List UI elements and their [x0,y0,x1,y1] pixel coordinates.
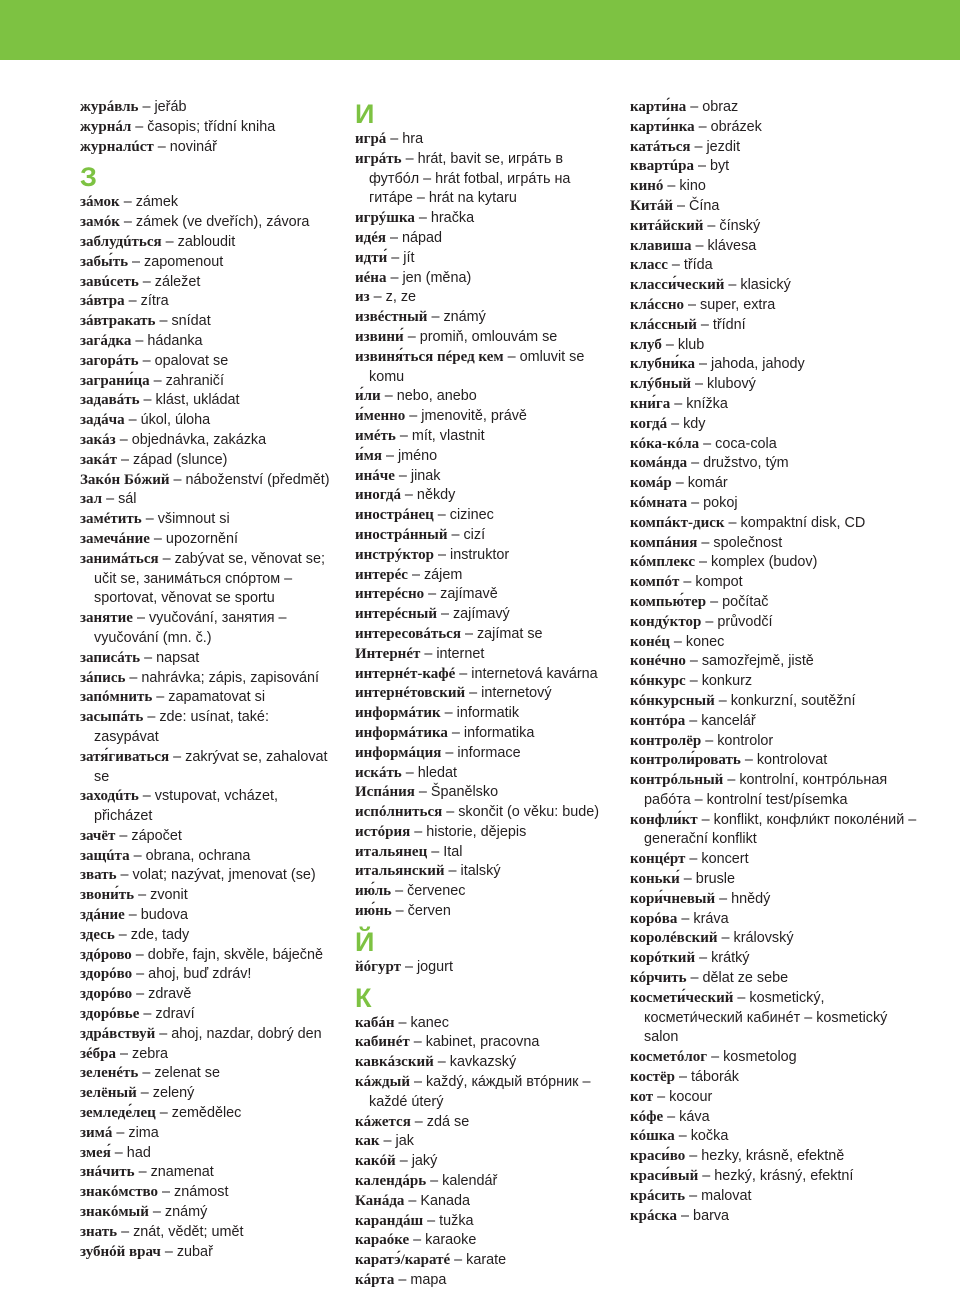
dictionary-entry: корóва – kráva [630,910,729,927]
dictionary-entry: здáние – budova [80,907,189,924]
dictionary-entry: интернéт-кафé – internetová kavárna [355,665,598,682]
dictionary-entry: занятие – vyučování, занятия – vyučování (mn. č.) [80,610,287,646]
dictionary-entry: контóра – kancelář [630,712,756,729]
dictionary-entry: кинó – kino [630,178,706,195]
dictionary-entry: забы́ть – zapomenout [80,253,224,270]
dictionary-entry: кондýктор – průvodčí [630,613,773,630]
dictionary-entry: интернéтовский – internetový [355,685,552,702]
dictionary-entry: конéц – konec [630,633,725,650]
dictionary-entry: игрá – hra [355,131,424,147]
dictionary-column-3 [630,98,920,1226]
dictionary-entry: зáпись – nahrávka; zápis, zapisování [80,669,319,686]
dictionary-entry: крáсить – malovat [630,1187,752,1204]
dictionary-entry: календáрь – kalendář [355,1173,498,1190]
dictionary-entry: крáска – barva [630,1207,730,1224]
dictionary-entry: кот – kocour [630,1088,713,1105]
dictionary-entry: информáтика – informatika [355,724,535,741]
letter-heading: Й [355,926,375,957]
dictionary-entry: затя́гиваться – zakrývat se, zahalovat se [80,748,328,785]
dictionary-entry: ию́нь – červen [355,903,451,920]
dictionary-entry: кóка-кóла – coca-cola [630,435,777,452]
dictionary-entry: журнáл – časopis; třídní kniha [80,118,276,135]
dictionary-entry: квартúра – byt [630,158,730,175]
dictionary-entry: клáссно – super, extra [630,296,776,313]
dictionary-entry: комáнда – družstvo, tým [630,455,789,472]
dictionary-entry: загáдка – hádanka [80,332,203,349]
dictionary-entry: кабинéт – kabinet, pracovna [355,1034,540,1051]
dictionary-entry: и́ли – nebo, anebo [355,388,477,405]
dictionary-entry: Интернéт – internet [355,645,485,662]
dictionary-entry: Китáй – Čína [630,197,720,214]
dictionary-entry: зимá – zima [80,1124,159,1141]
dictionary-entry: косметóлог – kosmetolog [630,1049,797,1066]
dictionary-entry: клавиша – klávesa [630,237,757,254]
dictionary-entry: китáйский – čínský [630,217,761,234]
dictionary-entry: заблудúться – zabloudit [80,233,236,250]
dictionary-entry: знакóмство – známost [80,1184,229,1201]
dictionary-entry: и́менно – jmenovitě, právě [355,408,527,425]
dictionary-entry: здóрово – dobře, fajn, skvěle, báječně [80,946,324,963]
dictionary-entry: журáвль – jeřáb [80,99,187,115]
dictionary-entry: зубнóй врач – zubař [80,1243,213,1260]
dictionary-entry: игрáть – hrát, bavit se, игрáть в футбóл – hrát fotbal, игрáть на гитáре – hrát na kytaru [355,150,571,207]
dictionary-entry: каратэ́/каратé – karate [355,1252,507,1269]
dictionary-entry: кóмплекс – komplex (budov) [630,554,818,571]
letter-heading: И [355,99,375,129]
dictionary-entry: здорóво – zdravě [80,986,192,1003]
dictionary-entry: замечáние – upozornění [80,530,238,547]
dictionary-entry: ию́ль – červenec [355,883,466,900]
dictionary-entry: заходúть – vstupovat, vcházet, přicházet [80,788,278,825]
dictionary-entry: инострáнец – cizinec [355,507,494,524]
dictionary-column-1 [80,98,335,1262]
dictionary-entry: карандáш – tužka [355,1212,474,1229]
dictionary-entry: клуб – klub [630,336,705,353]
dictionary-entry: кóмната – pokoj [630,494,738,511]
dictionary-entry: костёр – táborák [630,1069,739,1086]
dictionary-entry: зачёт – zápočet [80,827,182,844]
dictionary-entry: задáча – úkol, úloha [80,412,211,429]
dictionary-entry: завúсеть – záležet [80,273,201,290]
header-bar [0,0,960,60]
dictionary-entry: звать – volat; nazývat, jmenovat (se) [80,867,316,884]
dictionary-entry: йóгурт – jogurt [355,958,453,975]
dictionary-entry: зелёный – zelený [80,1085,195,1102]
dictionary-entry: зáвтра – zítra [80,293,169,310]
dictionary-entry: итальянец – Ital [355,843,463,860]
dictionary-entry: запóмнить – zapamatovat si [80,689,266,706]
dictionary-entry: знать – znát, vědět; umět [80,1223,244,1240]
dictionary-entry: клýбный – klubový [630,376,756,393]
dictionary-entry: игрýшка – hračka [355,210,475,227]
dictionary-entry: интерéсный – zajímavý [355,606,510,623]
dictionary-entry: информáтик – informatik [355,705,520,722]
dictionary-entry: зáмок – zámek [80,194,179,211]
dictionary-entry: здесь – zde, tady [80,926,190,943]
dictionary-entry: здорóвье – zdraví [80,1006,195,1023]
dictionary-entry: занимáться – zabývat se, věnovat se; učit se, занимáться спóртом – sportovat, věnovat se sportu [80,550,325,607]
dictionary-entry: знакóмый – známý [80,1204,208,1221]
dictionary-entry: космети́ческий – kosmetický, космети́ческий кабинéт – kosmetický salon [630,989,888,1046]
dictionary-entry: кóфе – káva [630,1108,710,1125]
dictionary-entry: иéна – jen (měna) [355,269,472,286]
dictionary-entry: какóй – jaký [355,1153,438,1170]
dictionary-entry: закáз – objednávka, zakázka [80,431,267,448]
dictionary-entry: карти́на – obraz [630,99,739,115]
dictionary-entry: извини́ – promiň, omlouvám se [355,328,558,345]
dictionary-entry: кóнкурсный – konkurzní, soutěžní [630,692,856,709]
dictionary-entry: кáжется – zdá se [355,1113,470,1130]
dictionary-entry: контрóльный – kontrolní, контрóльная рабóта – kontrolní test/písemka [630,772,888,808]
dictionary-entry: информáция – informace [355,744,521,761]
dictionary-entry: инáче – jinak [355,467,441,484]
dictionary-entry: здорóво – ahoj, buď zdráv! [80,966,252,983]
dictionary-entry: комáр – komár [630,475,728,492]
dictionary-entry: замéтить – všimnout si [80,511,230,528]
dictionary-entry: засыпáть – zde: usínat, také: zasypávat [80,709,269,745]
dictionary-entry: контроли́ровать – kontrolovat [630,752,828,769]
dictionary-entry: искáть – hledat [355,764,457,781]
dictionary-entry: записáть – napsat [80,649,200,666]
dictionary-entry: класс – třída [630,257,713,274]
dictionary-entry: Закóн Бóжий – náboženství (předmět) [80,471,330,488]
dictionary-entry: конéчно – samozřejmě, jistě [630,653,814,670]
letter-heading: К [355,982,372,1013]
dictionary-entry: кабáн – kanec [355,1014,449,1031]
dictionary-entry: интерéсно – zajímavě [355,586,498,603]
dictionary-entry: земледе́лец – zemědělec [80,1105,242,1122]
dictionary-entry: имéть – mít, vlastnit [355,427,485,444]
dictionary-entry: защúта – obrana, ochrana [80,847,251,864]
dictionary-entry: кáждый – každý, кáждый втóрник – každé úterý [355,1074,591,1110]
dictionary-entry: кни́га – knížka [630,395,728,412]
dictionary-entry: концéрт – koncert [630,851,749,868]
dictionary-entry: журналúст – novinář [80,138,217,155]
dictionary-entry: инстрýктор – instruktor [355,546,510,563]
dictionary-entry: компью́тер – počítač [630,593,769,610]
dictionary-entry: интересовáться – zajímat se [355,625,543,642]
dictionary-entry: кóнкурс – konkurz [630,673,753,690]
dictionary-entry: инострáнный – cizí [355,526,486,543]
dictionary-entry: задавáть – klást, ukládat [80,392,240,409]
dictionary-entry: клáссный – třídní [630,316,746,333]
dictionary-entry: зéбра – zebra [80,1045,169,1062]
dictionary-entry: испóлниться – skončit (o věku: bude) [355,804,599,821]
dictionary-entry: краси́вый – hezký, krásný, efektní [630,1168,854,1185]
dictionary-entry: загорáть – opalovat se [80,352,229,369]
dictionary-entry: катáться – jezdit [630,138,741,155]
dictionary-entry: зал – sál [80,491,137,508]
dictionary-entry: зеленéть – zelenat se [80,1065,220,1082]
dictionary-entry: класси́ческий – klasický [630,277,791,294]
dictionary-entry: здрáвствуй – ahoj, nazdar, dobrý den [80,1025,322,1042]
letter-heading: З [80,162,97,193]
dictionary-column-2 [355,98,615,1291]
dictionary-entry: закáт – západ (slunce) [80,451,228,468]
dictionary-entry: коньки́ – brusle [630,871,736,888]
dictionary-entry: замóк – zámek (ve dveřích), závora [80,214,310,231]
dictionary-entry: идéя – nápad [355,229,443,246]
dictionary-entry: компáния – společnost [630,534,783,551]
dictionary-entry: идти́ – jít [355,249,415,266]
dictionary-entry: компóт – kompot [630,574,743,591]
dictionary-entry: Испáния – Španělsko [355,784,499,801]
dictionary-entry: и́мя – jméno [355,447,438,464]
dictionary-entry: кáрта – mapa [355,1272,447,1289]
dictionary-entry: звони́ть – zvonit [80,887,188,904]
dictionary-entry: истóрия – historie, dějepis [355,823,527,840]
dictionary-entry: итальянский – italský [355,863,501,880]
dictionary-entry: извéстный – známý [355,309,486,326]
dictionary-entry: корóткий – krátký [630,950,750,967]
dictionary-entry: извиня́ться пéред кем – omluvit se komu [355,348,585,385]
dictionary-entry: кори́чневый – hnědý [630,890,771,907]
dictionary-entry: краси́во – hezky, krásně, efektně [630,1148,845,1165]
dictionary-entry: заграни́ца – zahraničí [80,372,225,389]
dictionary-entry: караóке – karaoke [355,1232,477,1249]
dictionary-entry: клубни́ка – jahoda, jahody [630,356,805,373]
dictionary-entry: как – jak [355,1133,414,1150]
dictionary-entry: знáчить – znamenat [80,1164,214,1181]
dictionary-entry: из – z, ze [355,289,417,306]
dictionary-entry: интерéс – zájem [355,566,463,583]
dictionary-entry: компáкт-диск – kompaktní disk, CD [630,514,866,531]
dictionary-entry: карти́нка – obrázek [630,118,762,135]
dictionary-entry: Канáда – Kanada [355,1192,471,1209]
dictionary-entry: королéвский – královský [630,930,794,947]
dictionary-entry: зáвтракать – snídat [80,313,211,330]
dictionary-entry: змея́ – had [80,1144,151,1161]
dictionary-entry: кóрчить – dělat ze sebe [630,970,789,987]
dictionary-entry: когдá – kdy [630,415,706,432]
dictionary-entry: кавкáзский – kavkazský [355,1054,517,1071]
dictionary-entry: иногдá – někdy [355,487,456,504]
dictionary-entry: конфли́кт – konflikt, конфли́кт поколéний – generační konflikt [630,811,917,848]
dictionary-entry: кóшка – kočka [630,1128,729,1145]
dictionary-entry: контролёр – kontrolor [630,732,774,749]
